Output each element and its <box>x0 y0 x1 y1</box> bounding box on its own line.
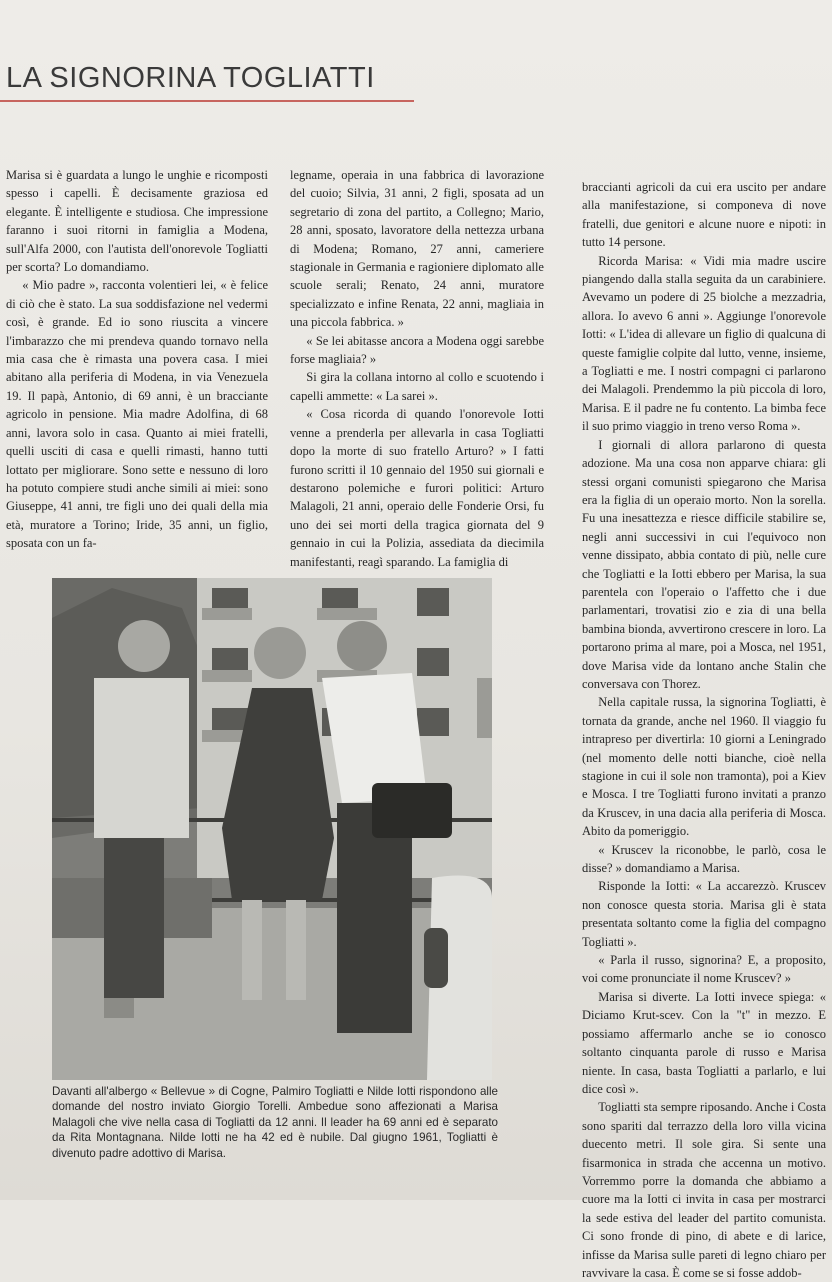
paragraph: « Mio padre », racconta volentieri lei, « è felice di ciò che è stato. La sua soddisfazione nel vedermi così, è grande. Ed io sono riuscita a vincere l'imbarazzo che mi prendeva quando tornavo nella mia casa che è rimasta una povera casa. I miei abitano alla periferia di Modena, in via Venezuela 19. Il papà, Antonio, di 69 anni, è un bracciante agricolo in pensione. Mia madre Adolfina, di 68 anni, lavora solo in casa. Quanto ai miei fratelli, quelli usciti di casa e quelli rimasti, hanno tutti lottato per migliorare. Sono sette e nessuno di loro ha potuto compiere studi anche simili ai miei: sono Giuseppe, 41 anni, tre figli uno dei quali della mia età, muratore a Torino; Iride, 35 anni, un figlio, sposata con un fa- <box>6 278 268 551</box>
text-column-1 <box>6 166 268 553</box>
text-column-3 <box>582 178 826 1282</box>
paragraph: Ricorda Marisa: « Vidi mia madre uscire piangendo dalla stalla seguita da un carabiniere. Avevamo un podere di 25 biolche a mezzadria, allora. Io avevo 6 anni ». Aggiunge l'onorevole Iotti: « L'idea di allevare un figlio di qualcuna di queste famiglie colpite dal lutto, venne, insieme, a Togliatti e me. I nostri compagni ci parlarono dei Malagoli. Prendemmo la più piccola di loro, Marisa. E il padre ne fu contento. La bimba fece il suo primo viaggio in treno verso Roma ». <box>582 253 826 434</box>
paragraph: « Parla il russo, signorina? E, a proposito, voi come pronunciate il nome Kruscev? » <box>582 953 826 986</box>
paragraph: « Se lei abitasse ancora a Modena oggi sarebbe forse magliaia? » <box>290 333 544 367</box>
paragraph: Togliatti sta sempre riposando. Anche i Costa sono spariti dal terrazzo della loro villa vicina duecento metri. Il sole gira. Si sente una fisarmonica in strada che accenna un motivo. Vorremmo porre la domanda che abbiamo a cuore ma la Iotti ci invita in casa per mostrarci la sede estiva del leader del partito comunista. Ci sono fronde di pino, di abete e di larice, infisse da Marisa sulle pareti di legno chiaro per ravvivare la casa. È come se si fosse addob- <box>582 1100 826 1280</box>
paragraph: legname, operaia in una fabbrica di lavorazione del cuoio; Silvia, 31 anni, 2 figli, sposata ad un segretario di zona del partito, a Collegno; Mario, 28 anni, sposato, lavoratore della nettezza urbana di Modena; Romano, 27 anni, cameriere stagionale in Germania e ragioniere diplomato alle scuole serali; Renato, 24 anni, muratore specializzato e infine Renata, 22 anni, magliaia in una piccola fabbrica. » <box>290 168 544 330</box>
paragraph: braccianti agricoli da cui era uscito per andare alla manifestazione, si componeva di nove fratelli, due genitori e alcune nuore e nipoti: in tutto 14 persone. <box>582 180 826 250</box>
paragraph: Si gira la collana intorno al collo e scuotendo i capelli ammette: « La sarei ». <box>290 370 544 403</box>
article-headline: LA SIGNORINA TOGLIATTI <box>6 62 375 94</box>
paragraph: Risponde la Iotti: « La accarezzò. Kruscev non conosce questa storia. Marisa gli è stata presentata soltanto come la figlia del compagno Togliatti ». <box>582 879 826 949</box>
paragraph: I giornali di allora parlarono di questa adozione. Ma una cosa non apparve chiara: gli stessi organi comunisti spiegarono che Marisa era la figlia di un operaio morto. Non la sorella. Fu una inesattezza e riesce difficile stabilire se, negli anni successivi in cui l'equivoco non venne dissipato, abbia contato di più, nelle cure che Togliatti e la Iotti ebbero per Marisa, la sua parentela con l'operaio o l'affetto che i due parlamentari, trovatisi zio e zia di una bella bambina bionda, avvertirono crescere in loro. La portarono prima al mare, poi a Mosca, nel 1951, dove Marisa vide da lontano anche Stalin che conversava con Thorez. <box>582 437 826 691</box>
text-column-2 <box>290 166 544 571</box>
paragraph: « Kruscev la riconobbe, le parlò, cosa le disse? » domandiamo a Marisa. <box>582 842 826 876</box>
paragraph: Nella capitale russa, la signorina Togliatti, è tornata da grande, anche nel 1960. Il viaggio fu intrapreso per divertirla: 10 giorni a Leningrado (nel momento delle notti bianche, cioè nella stagione in cui il sole non tramonta), poi a Kiev e Mosca. I tre Togliatti furono invitati a pranzo da Kruscev, in una dacia alla periferia di Mosca. Abito da pomeriggio. <box>582 695 826 839</box>
paragraph: Marisa si è guardata a lungo le unghie e ricomposti spesso i capelli. È decisamente graziosa ed elegante. È intelligente e studiosa. Che impressione faranno i suoi ritorni in famiglia a Modena, sull'Alfa 2000, con l'autista dell'onorevole Togliatti per scorta? Lo domandiamo. <box>6 168 268 275</box>
article-photo <box>52 578 492 1080</box>
paragraph: Marisa si diverte. La Iotti invece spiega: « Diciamo Krut-scev. Con la "t" in mezzo. E possiamo affermarlo anche se io conosco soltanto cinquanta parole di russo e Marisa niente. In casa, basta Togliatti a parlarlo, e lui dice così ». <box>582 989 826 1096</box>
paragraph: « Cosa ricorda di quando l'onorevole Iotti venne a prenderla per allevarla in casa Togliatti dopo la morte di suo fratello Arturo? » I fatti furono scritti il 10 gennaio del 1950 sui giornali e destarono polemiche e furori politici: Arturo Malagoli, 21 anni, operaio delle Fonderie Orsi, fu uno dei sei morti della tragica giornata del 9 gennaio in cui la Polizia, assediata da diecimila manifestanti, reagì sparando. La famiglia di <box>290 407 544 569</box>
photo-caption: Davanti all'albergo « Bellevue » di Cogne, Palmiro Togliatti e Nilde Iotti rispondono alle domande del nostro inviato Giorgio Torelli. Ambedue sono affezionati a Marisa Malagoli che vive nella casa di Togliatti da 12 anni. Il leader ha 69 anni ed è separato da Rita Montagnana. Nilde Iotti ne ha 42 ed è nubile. Dal giugno 1961, Togliatti è divenuto padre adottivo di Marisa. <box>52 1085 498 1160</box>
photo-illustration <box>52 578 492 1080</box>
headline-rule <box>0 100 414 102</box>
